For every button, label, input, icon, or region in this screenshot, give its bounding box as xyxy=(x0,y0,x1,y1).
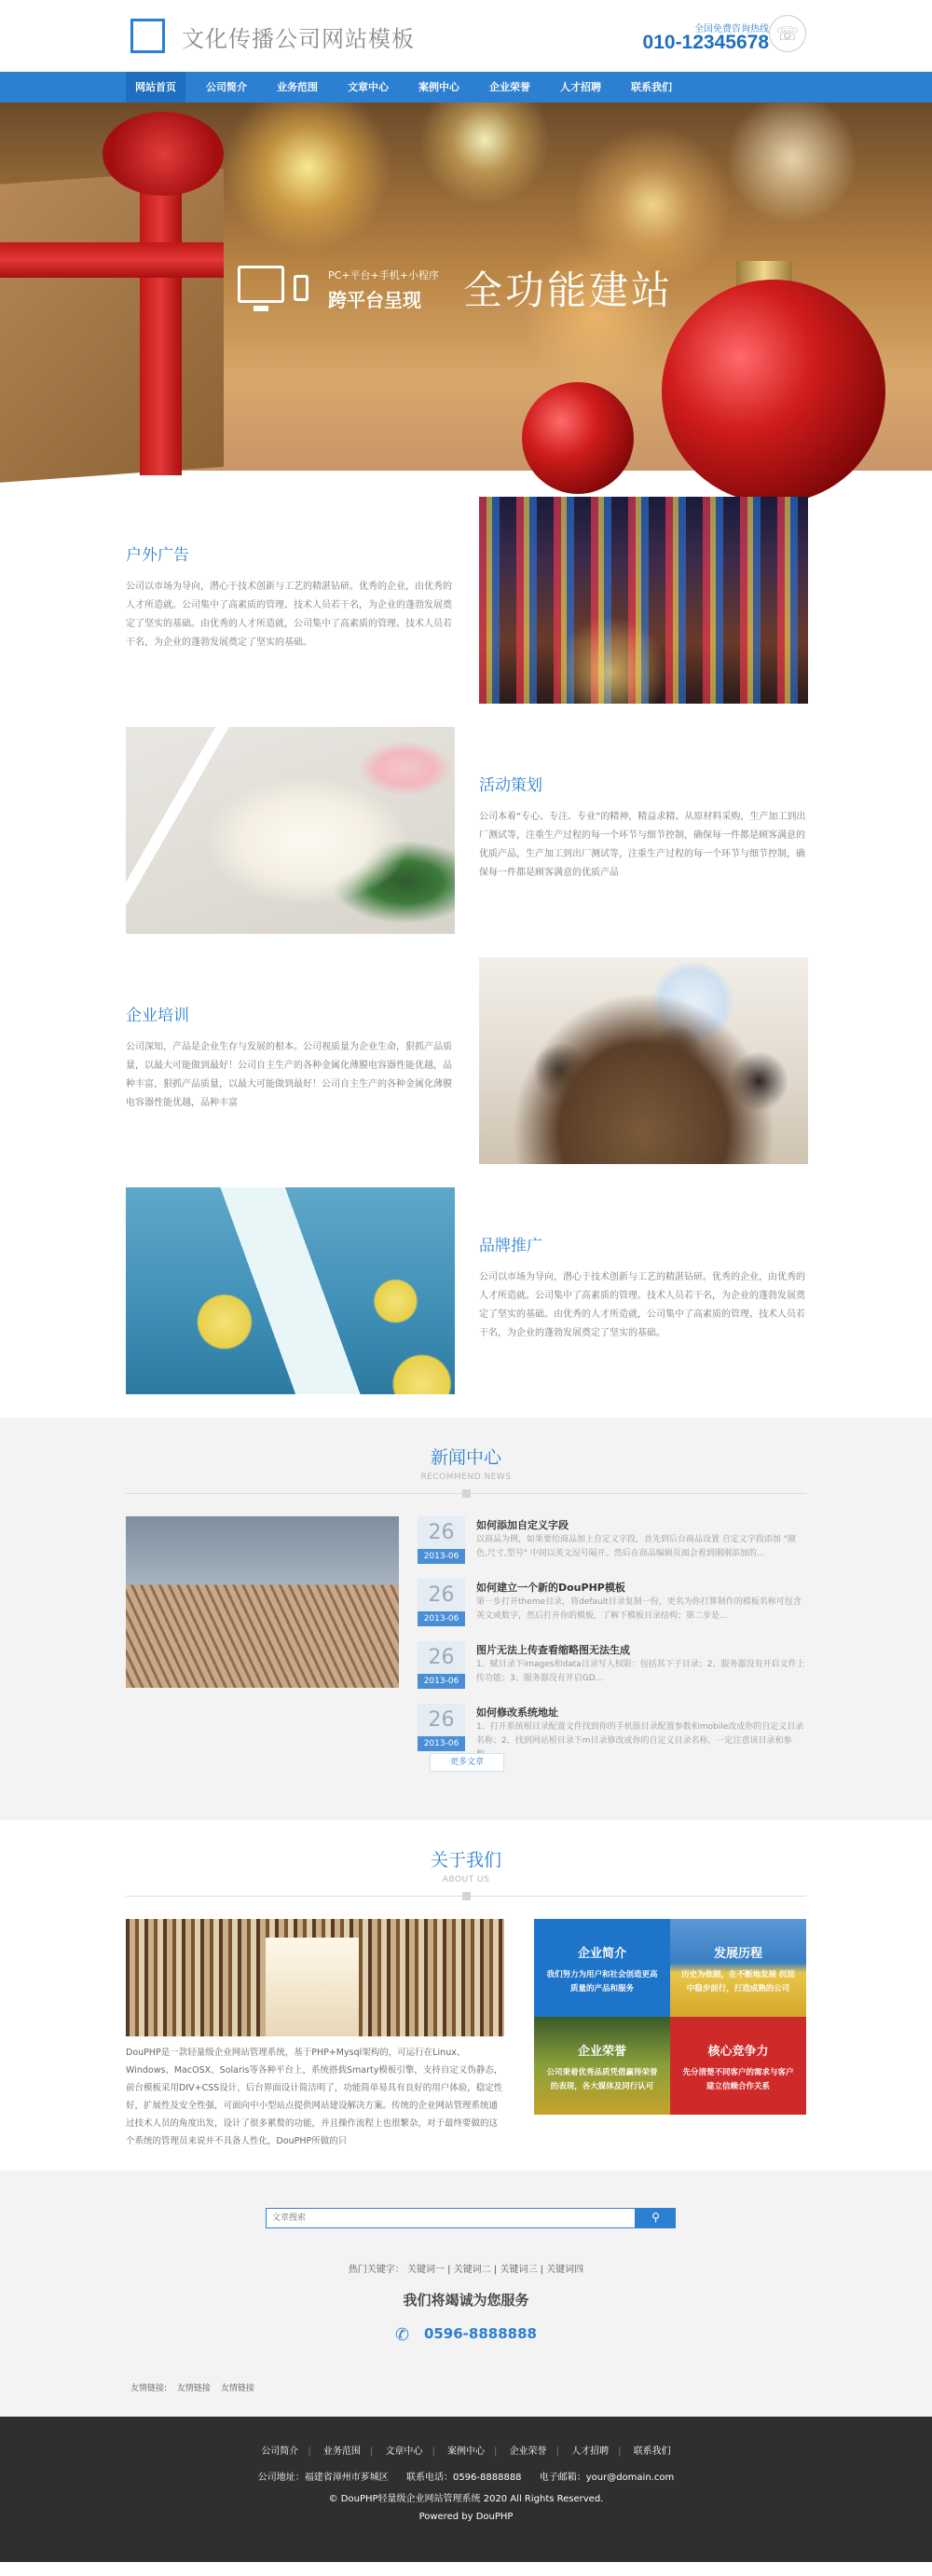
footer-address: 公司地址：福建省漳州市芗城区 xyxy=(257,2473,389,2483)
footer-contact-info xyxy=(0,2469,932,2483)
banner-small-text: PC+平台+手机+小程序 xyxy=(328,269,439,281)
news-item-summary: 1、赋目录下images和data目录写入权限：包括其下子目录；2、服务器没有开启文件上传功能；3、服务器没有开启GD... xyxy=(476,1660,805,1683)
ribbon-decoration xyxy=(0,242,224,278)
phone-icon: ☏ xyxy=(769,15,806,52)
feature-text xyxy=(479,772,810,883)
footer-link-contact[interactable]: 联系我们 xyxy=(633,2446,671,2457)
search-icon: ⚲ xyxy=(651,2211,660,2224)
footer-link-honors[interactable]: 企业荣誉 xyxy=(509,2446,547,2457)
footer-link-cases[interactable]: 案例中心 xyxy=(447,2446,485,2457)
monitor-icon xyxy=(238,266,284,303)
search-bar xyxy=(266,2208,676,2228)
more-articles-button[interactable]: 更多文章 xyxy=(430,1753,504,1772)
mobile-icon xyxy=(294,275,308,301)
service-section xyxy=(0,2171,932,2417)
news-item-title[interactable]: 图片无法上传查看缩略图无法生成 xyxy=(476,1644,630,1656)
feature-item xyxy=(126,497,806,727)
feature-title[interactable]: 户外广告 xyxy=(126,546,189,565)
date-badge xyxy=(418,1641,465,1689)
date-day: 26 xyxy=(418,1516,465,1549)
news-body xyxy=(126,1516,806,1768)
bow-decoration xyxy=(103,112,224,196)
news-item-title[interactable]: 如何添加自定义字段 xyxy=(476,1519,569,1531)
friend-link[interactable]: 友情链接 xyxy=(176,2384,211,2393)
news-image[interactable] xyxy=(126,1516,399,1688)
nav-item-articles[interactable]: 文章中心 xyxy=(348,81,389,93)
news-title[interactable]: 新闻中心 xyxy=(430,1447,501,1468)
date-year-month: 2013-06 xyxy=(418,1611,465,1626)
footer-phone: 联系电话：0596-8888888 xyxy=(405,2473,522,2483)
about-body xyxy=(126,1919,806,2152)
feature-title[interactable]: 品牌推广 xyxy=(479,1237,542,1255)
date-year-month: 2013-06 xyxy=(418,1674,465,1689)
date-day: 26 xyxy=(418,1704,465,1736)
service-tel xyxy=(0,2325,932,2345)
tile-text: 先分清楚不同客户的需求与客户建立信赖合作关系 xyxy=(682,2068,794,2091)
news-item[interactable] xyxy=(418,1641,806,1704)
nav-item-about[interactable]: 公司简介 xyxy=(206,81,247,93)
footer-link-about[interactable]: 公司简介 xyxy=(261,2446,299,2457)
section-divider xyxy=(126,1493,806,1494)
nav-item-business[interactable]: 业务范围 xyxy=(277,81,318,93)
friend-link[interactable]: 友情链接 xyxy=(220,2384,254,2393)
feature-title[interactable]: 企业培训 xyxy=(126,1007,189,1025)
tile-text: 历史为依据，在不断地发展 沉淀中稳步前行，打造成熟的公司 xyxy=(681,1970,795,1994)
news-item-summary: 1、打开系统根目录配置文件找到你的手机版目录配置参数和mobile改成你的自定义目录名称；2、找到网站根目录下m目录修改成你的自定义目录名称，一定注意该目录和参 xyxy=(476,1722,804,1746)
footer-email[interactable]: 电子邮箱：your@domain.com xyxy=(539,2473,675,2483)
feature-text xyxy=(126,1002,457,1113)
feature-item xyxy=(126,727,806,957)
tile-title: 核心竞争力 xyxy=(707,2045,769,2059)
tile-title: 企业荣誉 xyxy=(577,2045,626,2059)
nav-item-home[interactable]: 网站首页 xyxy=(126,72,185,103)
tile-text: 公司秉着优秀品质凭借赢得荣誉的表现，各大媒体及同行认可 xyxy=(546,2068,658,2091)
date-day: 26 xyxy=(418,1641,465,1674)
feature-title[interactable]: 活动策划 xyxy=(479,776,542,795)
hot-keywords-label: 热门关键字： xyxy=(348,2265,404,2275)
hot-keywords-list[interactable]: 关键词一 | 关键词二 | 关键词三 | 关键词四 xyxy=(407,2265,584,2275)
hot-keywords xyxy=(0,2261,932,2275)
banner-mid-text: 跨平台呈现 xyxy=(328,289,421,311)
about-title[interactable]: 关于我们 xyxy=(430,1850,501,1870)
friend-links-label: 友情链接: xyxy=(130,2384,168,2393)
news-item[interactable] xyxy=(418,1579,806,1641)
tile-honors[interactable] xyxy=(534,2017,670,2115)
footer-link-jobs[interactable]: 人才招聘 xyxy=(571,2446,610,2457)
about-text: DouPHP是一款轻量级企业网站管理系统，基于PHP+Mysql架构的，可运行在Linux、Windows、MacOSX、Solaris等各种平台上，系统搭载Smarty模板引擎，支持自定义伪静态，前台模板采用DIV+CSS设计，后台界面设计简洁明了，功能简单易具有良好的用户体验，稳定性好，扩展性及安全性强，可面向中小型站点提供网站建设解决方案。传统的企业网站管理系统通过技术人员的角度出发，设计了很多累赘的功能，并且操作流程上也很繁杂，对于最终要做的这个系统的管理员来说并不具备人性化，DouPHP所做的只 xyxy=(126,2048,503,2146)
date-year-month: 2013-06 xyxy=(418,1549,465,1564)
footer-link-articles[interactable]: 文章中心 xyxy=(385,2446,423,2457)
gift-box-image xyxy=(0,169,224,484)
tile-company-intro[interactable] xyxy=(534,1919,670,2017)
tile-history[interactable] xyxy=(670,1919,806,2017)
feature-desc: 公司以市场为导向，潜心于技术创新与工艺的精湛钻研。优秀的企业，由优秀的人才所造就。公司集中了高素质的管理、技术人员若干名，为企业的蓬勃发展奠定了坚实的基础。由优秀的人才所造就，公司集中了高素质的管理、技术人员若干名，为企业的蓬勃发展奠定了坚实的基础。 xyxy=(479,1272,805,1338)
search-input[interactable] xyxy=(266,2208,636,2228)
hotline-number: 010-12345678 xyxy=(642,32,769,53)
tile-title: 企业简介 xyxy=(577,1947,626,1961)
service-tel-number: 0596-8888888 xyxy=(423,2325,537,2342)
date-badge xyxy=(418,1516,465,1564)
main-nav xyxy=(0,72,932,103)
ornament-ball xyxy=(662,280,885,503)
feature-image-city[interactable] xyxy=(479,497,808,704)
hero-banner[interactable] xyxy=(0,103,932,471)
news-subtitle: RECOMMEND NEWS xyxy=(420,1473,512,1482)
friend-links xyxy=(130,2381,262,2393)
date-day: 26 xyxy=(418,1579,465,1611)
date-year-month: 2013-06 xyxy=(418,1736,465,1751)
about-subtitle: ABOUT US xyxy=(442,1875,490,1884)
phone-icon: ✆ xyxy=(395,2325,410,2345)
feature-desc: 公司本着“专心、专注、专业”的精神，精益求精。从原材料采购，生产加工到出厂测试等，注重生产过程的每一个环节与细节控制，确保每一件都是顾客满意的优质产品，生产加工到出厂测试等，注重生产过程的每一个环节与细节控制，确保每一件都是顾客满意的优质产品 xyxy=(479,812,806,878)
news-item-summary: 以商品为例，如果要给商品加上自定义字段，首先到后台商品设置 自定义字段添加 "颜色,尺寸,型号" 中间以英文逗号隔开。然后在商品编辑页面会看到刚刚添加的... xyxy=(476,1535,796,1558)
site-title[interactable]: 文化传播公司网站模板 xyxy=(182,26,415,52)
footer-link-business[interactable]: 业务范围 xyxy=(322,2446,361,2457)
service-title: 我们将竭诚为您服务 xyxy=(403,2292,529,2309)
section-divider xyxy=(126,1896,806,1897)
nav-item-honors[interactable]: 企业荣誉 xyxy=(489,81,530,93)
news-item-title[interactable]: 如何修改系统地址 xyxy=(476,1706,558,1719)
banner-big-text: 全功能建站 xyxy=(463,267,674,313)
tile-competitiveness[interactable] xyxy=(670,2017,806,2115)
tile-text: 我们努力为用户和社会创造更高质量的产品和服务 xyxy=(546,1970,658,1994)
news-list xyxy=(418,1516,806,1766)
feature-desc: 公司深知，产品是企业生存与发展的根本。公司视质量为企业生命，狠抓产品质量，以最大可能做到最好！公司自主生产的各种金属化薄膜电容器性能优越，品种丰富，狠抓产品质量，以最大可能做到最好！公司自主生产的各种金属化薄膜电容器性能优越，品种丰富 xyxy=(126,1042,452,1108)
news-item[interactable] xyxy=(418,1516,806,1579)
tile-title: 发展历程 xyxy=(713,1947,762,1961)
logo-icon[interactable] xyxy=(130,19,165,53)
ornament-ball xyxy=(522,382,634,494)
nav-item-cases[interactable]: 案例中心 xyxy=(418,81,459,93)
news-item-title[interactable]: 如何建立一个新的DouPHP模板 xyxy=(476,1582,625,1594)
feature-text xyxy=(479,1232,810,1343)
nav-item-jobs[interactable]: 人才招聘 xyxy=(560,81,601,93)
search-button[interactable] xyxy=(636,2208,676,2228)
feature-item xyxy=(126,1187,806,1418)
feature-section xyxy=(0,471,932,1418)
about-section xyxy=(0,1820,932,2171)
footer-copyright: © DouPHP轻量级企业网站管理系统 2020 All Rights Reserved. xyxy=(328,2494,604,2504)
date-badge xyxy=(418,1579,465,1626)
feature-text xyxy=(126,541,457,652)
about-image-library[interactable] xyxy=(126,1919,504,2036)
site-footer xyxy=(0,2417,932,2562)
news-item-summary: 第一步打开theme目录，将default目录复制一份，更名为你打算制作的模板名称可包含英文或数字，然后打开你的模板，了解下模板目录结构；第二步是... xyxy=(476,1597,802,1621)
site-header xyxy=(0,0,932,72)
feature-image-stationery[interactable] xyxy=(126,727,455,934)
feature-image-drink[interactable] xyxy=(126,1187,455,1394)
footer-powered-by[interactable]: Powered by DouPHP xyxy=(418,2512,514,2522)
hotline-label: 全国免费咨询热线 xyxy=(694,24,769,34)
feature-item xyxy=(126,957,806,1187)
date-badge xyxy=(418,1704,465,1751)
nav-item-contact[interactable]: 联系我们 xyxy=(631,81,672,93)
feature-image-meeting[interactable] xyxy=(479,957,808,1164)
news-section xyxy=(0,1418,932,1820)
footer-nav: 公司简介 | 业务范围 | 文章中心 | 案例中心 | 企业荣誉 | 人才招聘 | 联系我们 xyxy=(261,2446,671,2457)
feature-desc: 公司以市场为导向，潜心于技术创新与工艺的精湛钻研。优秀的企业，由优秀的人才所造就。公司集中了高素质的管理、技术人员若干名，为企业的蓬勃发展奠定了坚实的基础。由优秀的人才所造就，公司集中了高素质的管理、技术人员若干名，为企业的蓬勃发展奠定了坚实的基础。 xyxy=(126,582,452,648)
about-tiles xyxy=(534,1919,806,2115)
